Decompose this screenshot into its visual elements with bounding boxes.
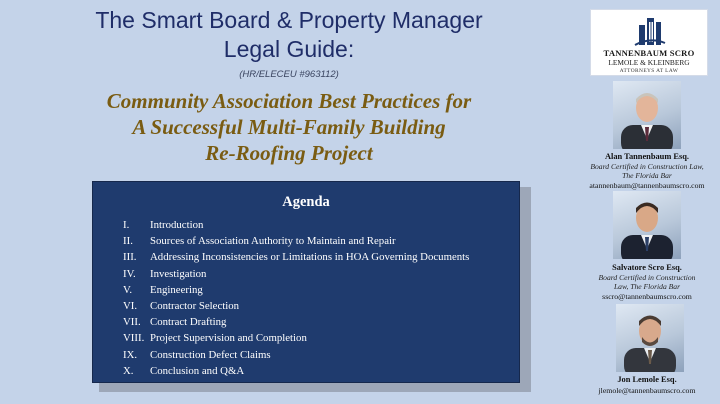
- building-icon: [633, 15, 667, 47]
- subtitle-line-1: Community Association Best Practices for: [106, 89, 472, 113]
- attorney-certification: [574, 162, 720, 181]
- agenda-item: [123, 363, 469, 379]
- certification-line: Board Certified in Construction: [598, 273, 696, 282]
- agenda-item-text: Contract Drafting: [150, 316, 227, 329]
- agenda-item-number: IV.: [123, 267, 136, 280]
- agenda-item: [123, 282, 469, 298]
- slide-title: [0, 6, 578, 64]
- agenda-item-text: Project Supervision and Completion: [150, 332, 307, 345]
- certification-line: Board Certified in Construction Law,: [590, 162, 704, 171]
- attorney-email: atannenbaum@tannenbaumscro.com: [589, 181, 705, 190]
- slide-subtitle: [0, 88, 578, 166]
- subtitle-line-3: Re-Roofing Project: [205, 141, 373, 165]
- agenda-title: Agenda: [282, 194, 330, 210]
- agenda-item: [123, 217, 469, 233]
- agenda-item-number: V.: [123, 283, 133, 296]
- agenda-item-number: II.: [123, 235, 133, 248]
- agenda-item-number: VII.: [123, 316, 141, 329]
- agenda-list: [123, 217, 469, 379]
- title-line-2: Legal Guide:: [223, 36, 355, 62]
- agenda-item: [123, 298, 469, 314]
- attorney-certification: [574, 273, 720, 292]
- agenda-item-number: VIII.: [123, 332, 145, 345]
- agenda-box: [92, 181, 520, 383]
- agenda-item-text: Construction Defect Claims: [150, 348, 271, 361]
- agenda-item-text: Engineering: [150, 283, 203, 296]
- agenda-item-text: Introduction: [150, 219, 204, 231]
- agenda-item: [123, 314, 469, 330]
- agenda-item-number: IX.: [123, 348, 138, 361]
- attorney-name: Salvatore Scro Esq.: [612, 263, 682, 272]
- attorney-photo-scro: [613, 191, 681, 259]
- agenda-item-text: Sources of Association Authority to Maintain and Repair: [150, 235, 396, 248]
- attorney-email: sscro@tannenbaumscro.com: [602, 292, 692, 301]
- agenda-item: [123, 249, 469, 265]
- attorney-name: Alan Tannenbaum Esq.: [604, 152, 690, 161]
- title-line-1: The Smart Board & Property Manager: [95, 7, 483, 33]
- firm-name-line-1: TANNENBAUM SCRO: [603, 48, 695, 58]
- firm-name-line-2: LEMOLE & KLEINBERG: [608, 58, 690, 67]
- agenda-item: [123, 330, 469, 346]
- agenda-item-text: Investigation: [150, 267, 207, 280]
- firm-tagline: ATTORNEYS AT LAW: [619, 68, 679, 74]
- certification-line: The Florida Bar: [622, 171, 672, 181]
- certification-line: Law, The Florida Bar: [613, 282, 681, 292]
- course-code: (HR/ELECEU #963112): [239, 69, 339, 80]
- agenda-item-number: I.: [123, 219, 130, 231]
- agenda-item: [123, 266, 469, 282]
- agenda-item-number: X.: [123, 364, 134, 377]
- attorney-photo-lemole: [616, 304, 684, 372]
- attorney-email: jlemole@tannenbaumscro.com: [598, 386, 696, 395]
- agenda-item-text: Contractor Selection: [150, 299, 240, 312]
- subtitle-line-2: A Successful Multi-Family Building: [132, 115, 446, 139]
- agenda-item-number: III.: [123, 251, 137, 264]
- agenda-item-number: VI.: [123, 299, 138, 312]
- agenda-item-text: Conclusion and Q&A: [150, 364, 245, 377]
- agenda-item: [123, 347, 469, 363]
- agenda-item-text: Addressing Inconsistencies or Limitations in HOA Governing Documents: [150, 251, 470, 264]
- agenda-item: [123, 233, 469, 249]
- attorney-photo-tannenbaum: [613, 81, 681, 149]
- firm-logo: [590, 9, 708, 76]
- attorney-name: Jon Lemole Esq.: [617, 375, 677, 384]
